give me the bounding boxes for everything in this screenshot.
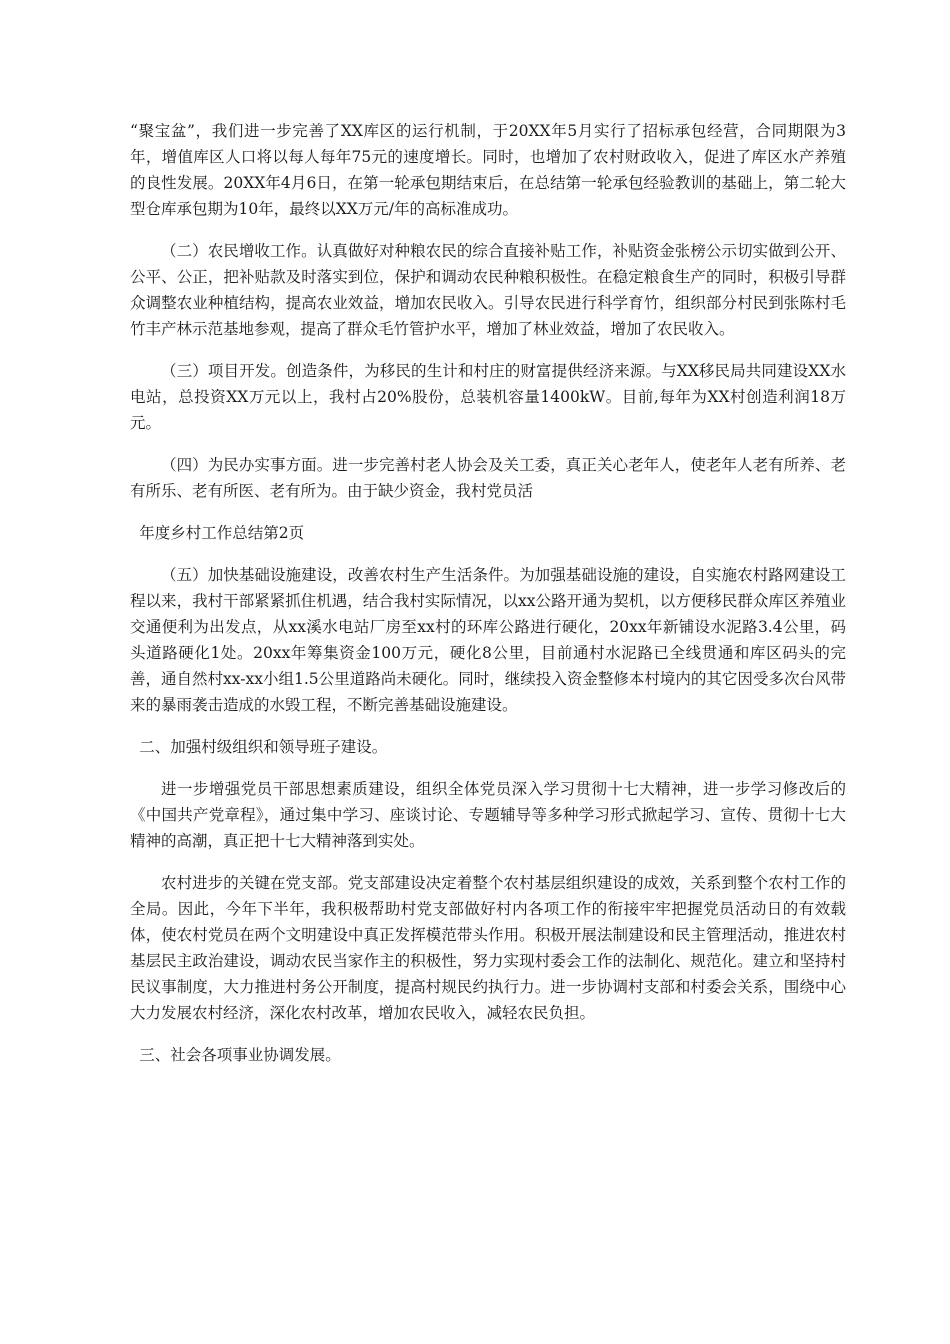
section-heading-social-affairs: 三、社会各项事业协调发展。 [139,1046,341,1064]
paragraph-project-development: （三）项目开发。创造条件，为移民的生计和村庄的财富提供经济来源。与XX移民局共同建设XX水电站，总投资XX万元以上，我村占20%股份，总装机容量1400kW。目前,每年为XX村创造利润18万元。 [130,362,846,432]
paragraph-practical-matters: （四）为民办实事方面。进一步完善村老人协会及关工委，真正关心老年人，使老年人老有所养、老有所乐、老有所医、老有所为。由于缺少资金，我村党员活 [130,456,846,500]
paragraph-farmer-income: （二）农民增收工作。认真做好对种粮农民的综合直接补贴工作，补贴资金张榜公示切实做到公开、公平、公正，把补贴款及时落实到位，保护和调动农民种粮积极性。在稳定粮食生产的同时，积极引导群众调整农业种植结构，提高农业效益，增加农民收入。引导农民进行科学育竹，组织部分村民到张陈村毛竹丰产林示范基地参观，提高了群众毛竹管护水平，增加了林业效益，增加了农民收入。 [130,242,846,338]
section-heading-organization: 二、加强村级组织和领导班子建设。 [139,738,388,756]
paragraph-party-study: 进一步增强党员干部思想素质建设，组织全体党员深入学习贯彻十七大精神，进一步学习修改后的《中国共产党章程》，通过集中学习、座谈讨论、专题辅导等多种学习形式掀起学习、宣传、贯彻十七大精神的高潮，真正把十七大精神落到实处。 [130,780,846,850]
paragraph-infrastructure: （五）加快基础设施建设，改善农村生产生活条件。为加强基础设施的建设，自实施农村路网建设工程以来，我村干部紧紧抓住机遇，结合我村实际情况，以xx公路开通为契机，以方便移民群众库区养殖业交通便利为出发点，从xx溪水电站厂房至xx村的环库公路进行硬化，20xx年新铺设水泥路3.4公里，码头道路硬化1处。20xx年筹集资金100万元，硬化8公里，目前通村水泥路已全线贯通和库区码头的完善，通自然村xx-xx小组1.5公里道路尚未硬化。同时，继续投入资金整修本村境内的其它因受多次台风带来的暴雨袭击造成的水毁工程，不断完善基础设施建设。 [130,566,846,714]
paragraph-reservoir-mechanism: “聚宝盆”，我们进一步完善了XX库区的运行机制，于20XX年5月实行了招标承包经营，合同期限为3年，增值库区人口将以每人每年75元的速度增长。同时，也增加了农村财政收入，促进了库区水产养殖的良性发展。20XX年4月6日，在第一轮承包期结束后，在总结第一轮承包经验教训的基础上，第二轮大型仓库承包期为10年，最终以XX万元/年的高标准成功。 [130,122,846,218]
page-marker: 年度乡村工作总结第2页 [139,524,305,542]
paragraph-party-branch: 农村进步的关键在党支部。党支部建设决定着整个农村基层组织建设的成效，关系到整个农村工作的全局。因此，今年下半年，我积极帮助村党支部做好村内各项工作的衔接牢牢把握党员活动日的有效载体，使农村党员在两个文明建设中真正发挥模范带头作用。积极开展法制建设和民主管理活动，推进农村基层民主政治建设，调动农民当家作主的积极性，努力实现村委会工作的法制化、规范化。建立和坚持村民议事制度，大力推进村务公开制度，提高村规民约执行力。进一步协调村支部和村委会关系，围绕中心大力发展农村经济，深化农村改革，增加农民收入，减轻农民负担。 [130,874,846,1022]
document-body [130,118,846,1084]
